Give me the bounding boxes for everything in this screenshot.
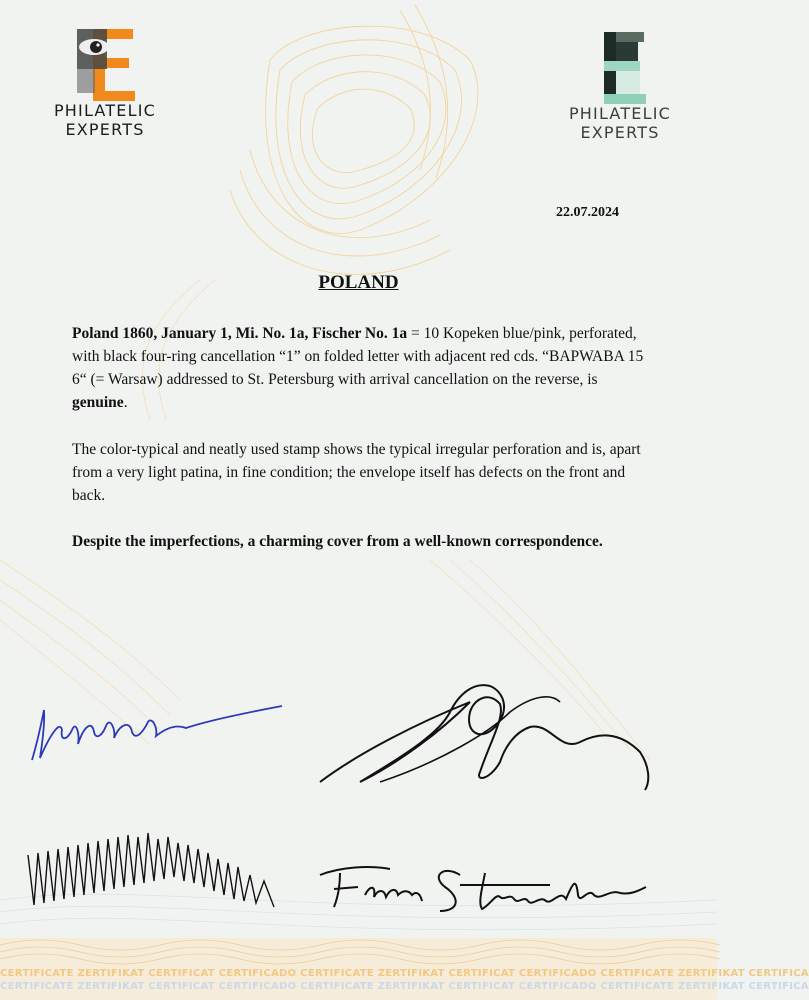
logo-right-line1: PHILATELIC — [568, 104, 672, 123]
signature-blue — [20, 690, 290, 770]
certificate-footer-strip-blue: CERTIFICATE ZERTIFIKAT CERTIFICAT CERTIFICADO CERTIFICATE ZERTIFIKAT CERTIFICAT CERTIFICADO CERTIFICATE ZERTIFIKAT CERTIFICA — [0, 981, 809, 992]
signature-franz — [310, 845, 650, 925]
paragraph-end: . — [123, 394, 128, 411]
logo-left — [25, 25, 185, 139]
stamp-identification: Poland 1860, January 1, Mi. No. 1a, Fischer No. 1a — [72, 325, 408, 342]
certificate-date: 22.07.2024 — [556, 205, 619, 220]
summary-paragraph: Despite the imperfections, a charming cover from a well-known correspondence. — [72, 533, 603, 550]
signature-black-top — [300, 672, 670, 802]
condition-paragraph: The color-typical and neatly used stamp shows the typical irregular perforation and is, apart from a very light patina, in fine condition; the envelope itself has defects on the front and back. — [72, 441, 641, 504]
logo-right-line2: EXPERTS — [580, 123, 660, 142]
logo-left-line1: PHILATELIC — [53, 101, 157, 120]
certificate-title: POLAND — [318, 272, 399, 293]
description-paragraph — [72, 322, 652, 414]
logo-left-line2: EXPERTS — [65, 120, 145, 139]
verdict-genuine: genuine — [72, 394, 124, 411]
hologram-logo-icon — [588, 28, 652, 104]
eye-logo-icon — [73, 25, 137, 101]
logo-right — [540, 28, 700, 142]
signature-zigzag — [18, 815, 288, 915]
stamp-description: = 10 Kopeken blue/pink, perforated, with black four-ring cancellation “1” on folded letter with adjacent red cds. “BAPWABA 15 6“ (= Warsaw) addressed to St. Petersburg with arrival cancellation on the reverse, is — [72, 325, 644, 388]
certificate-footer-strip: CERTIFICATE ZERTIFIKAT CERTIFICAT CERTIFICADO CERTIFICATE ZERTIFIKAT CERTIFICAT CERTIFICADO CERTIFICATE ZERTIFIKAT CERTIFICA — [0, 968, 809, 979]
